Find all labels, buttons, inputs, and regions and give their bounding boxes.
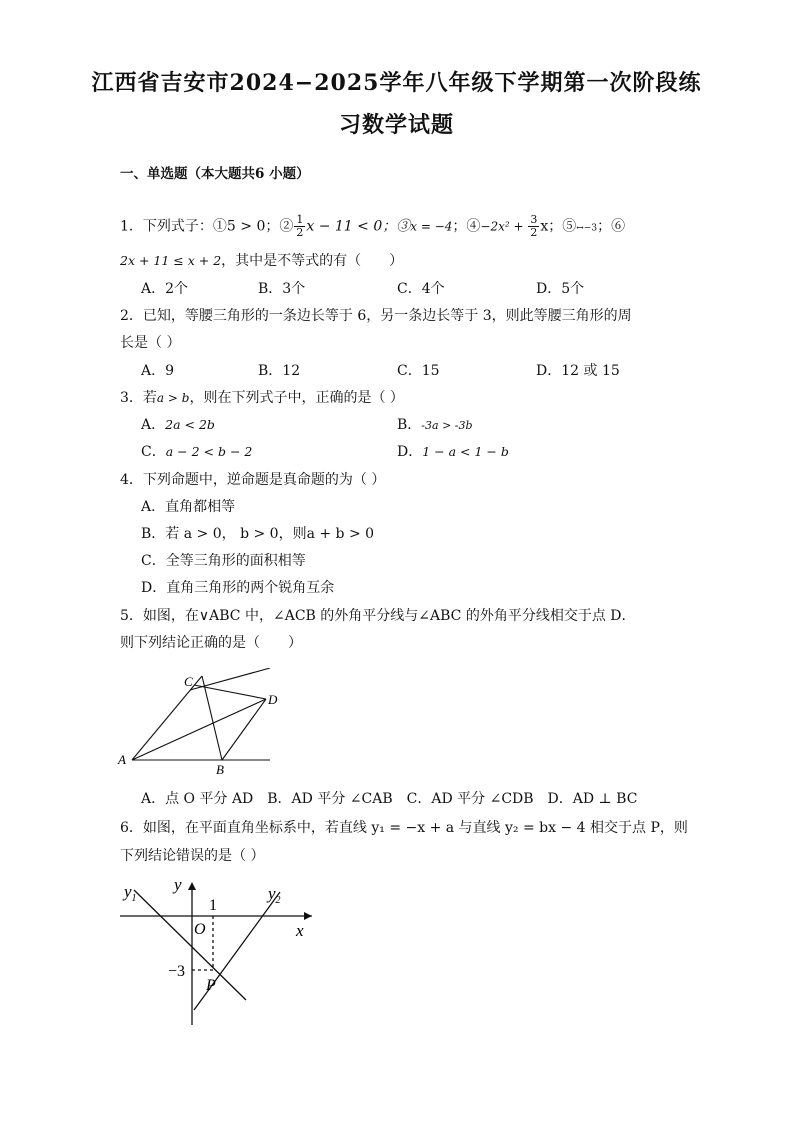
q3-option-b[interactable]: B．-3a > -3b: [397, 417, 473, 433]
q3-stem-post: ，则在下列式子中，正确的是（ ）: [189, 390, 404, 406]
q4-option-d[interactable]: D．直角三角形的两个锐角互余: [141, 580, 335, 596]
q6-coordinate-figure: [110, 870, 330, 1030]
q4-option-c[interactable]: C．全等三角形的面积相等: [141, 553, 306, 569]
q1-stem-start: 1．下列式子：①: [120, 218, 227, 235]
q2-option-a[interactable]: A．9: [141, 363, 175, 379]
q3-option-a[interactable]: A．2a < 2b: [141, 417, 215, 433]
q5-options[interactable]: A．点 O 平分 AD B．AD 平分 ∠CAB C．AD 平分 ∠CDB D．AD ⊥ BC: [141, 791, 638, 807]
q1-stem-end: ，其中是不等式的有（ ）: [221, 253, 404, 269]
title-line-2: 习数学试题: [338, 112, 454, 138]
q1-item4-end: x；⑤: [540, 218, 577, 235]
q2-option-c[interactable]: C．15: [397, 363, 440, 379]
q1-stem-line2: [120, 250, 403, 270]
section-heading: 一、单选题（本大题共6 小题）: [120, 166, 310, 182]
q6-label-p: P: [206, 977, 216, 994]
q1-stem-line1: [120, 214, 625, 239]
q4-option-a[interactable]: A．直角都相等: [141, 499, 236, 515]
q6-label-neg3: −3: [168, 963, 186, 980]
q5-label-b: B: [216, 762, 224, 777]
q6-label-one: 1: [209, 897, 217, 914]
q1-option-d[interactable]: D．5个: [536, 281, 585, 297]
q6-label-origin: O: [194, 921, 206, 938]
q1-item2: x − 11 < 0；③: [306, 218, 411, 235]
q1-sep4: ；④: [452, 218, 481, 235]
q4-option-b[interactable]: B．若 a > 0， b > 0，则a + b > 0: [141, 526, 375, 542]
q2-option-d[interactable]: D．12 或 15: [536, 363, 620, 379]
q5-label-c: C: [184, 674, 193, 689]
q2-option-b[interactable]: B．12: [258, 363, 301, 379]
q3-stem-expr: a > b: [156, 391, 190, 405]
q3-option-c[interactable]: C．a − 2 < b − 2: [141, 444, 253, 460]
q1-item5: ↔−3: [576, 223, 598, 234]
q6-stem-line2: 下列结论错误的是（ ）: [120, 848, 265, 864]
q3-stem: [120, 387, 404, 407]
q6-stem-line1: 6．如图，在平面直角坐标系中，若直线 y₁ = −x + a 与直线 y₂ = bx − 4 相交于点 P，则: [120, 820, 688, 836]
q6-label-y1: $y_1$: [124, 882, 137, 904]
q5-stem-line1: 5．如图，在∨ABC 中，∠ACB 的外角平分线与∠ABC 的外角平分线相交于点 D．: [120, 608, 636, 624]
q6-line-y1: [134, 890, 246, 1000]
q5-segment-ad: [132, 699, 266, 760]
q5-stem-line2: 则下列结论正确的是（ ）: [120, 635, 302, 651]
q1-sep6: ；⑥: [597, 218, 626, 235]
q1-item6: 2x + 11 ≤ x + 2: [120, 253, 222, 268]
q1-option-b[interactable]: B．3个: [258, 281, 306, 297]
q6-x-arrow: [304, 912, 312, 920]
q1-item3: x = −4: [410, 219, 453, 234]
q5-segment-bd: [222, 699, 266, 760]
q6-y-arrow: [188, 882, 196, 890]
q6-label-y2: $y_2$: [268, 884, 281, 906]
title-line-1: 江西省吉安市2024−2025学年八年级下学期第一次阶段练: [91, 70, 702, 96]
q2-stem-line1: 2．已知，等腰三角形的一条边长等于 6，另一条边长等于 3，则此等腰三角形的周: [120, 308, 632, 324]
q1-fraction-three-halves: $\frac{3}{2}$: [530, 213, 538, 239]
q1-item4: −2x² +: [480, 219, 528, 234]
q6-label-x-axis: x: [296, 921, 304, 940]
q1-option-a[interactable]: A．2个: [141, 281, 189, 297]
q1-item1: 5 > 0；②: [226, 218, 294, 235]
q5-label-d: D: [268, 692, 278, 707]
q1-option-c[interactable]: C．4个: [397, 281, 445, 297]
q3-option-d[interactable]: D．1 − a < 1 − b: [397, 444, 509, 460]
q5-segment-cd: [194, 685, 266, 699]
q5-triangle-figure: [110, 668, 290, 780]
q2-stem-line2: 长是（ ）: [120, 335, 181, 351]
q5-label-a: A: [118, 752, 126, 767]
q3-stem-pre: 3．若: [120, 390, 157, 406]
q6-label-y-axis: y: [174, 875, 182, 894]
q1-fraction-half: $\frac{1}{2}$: [296, 213, 304, 239]
q4-stem: 4．下列命题中，逆命题是真命题的为（ ）: [120, 472, 386, 488]
